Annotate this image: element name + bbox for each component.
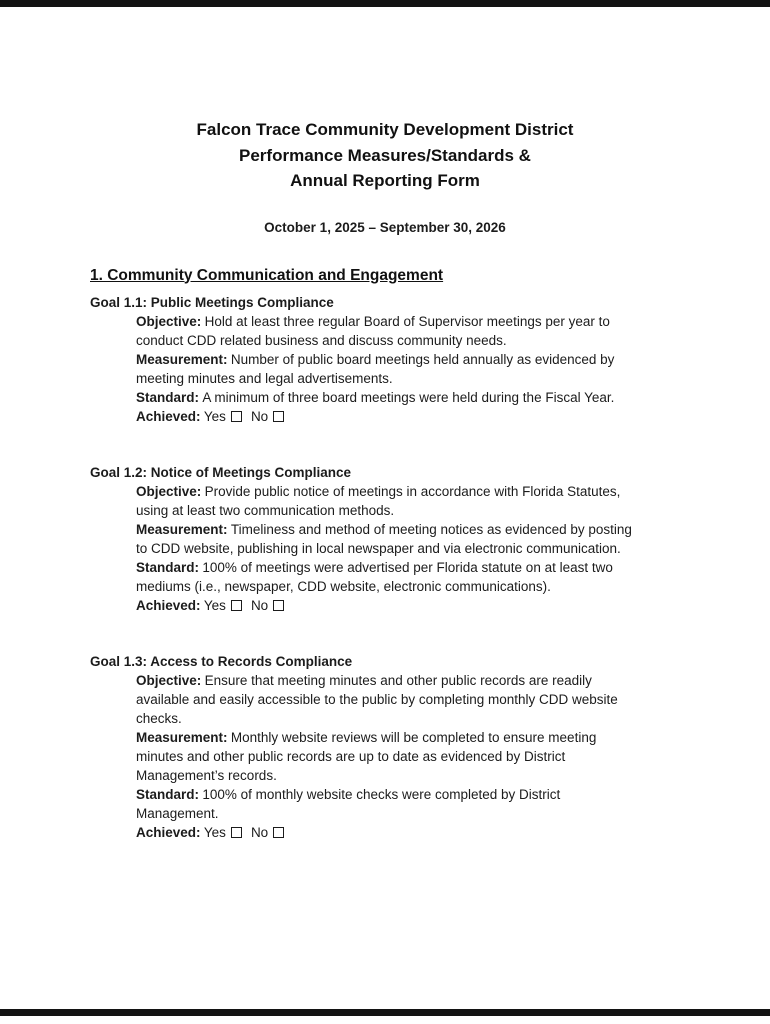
goal-title: Goal 1.2: Notice of Meetings Compliance <box>90 464 352 480</box>
item-text: A minimum of three board meetings were held during the Fiscal Year. <box>202 389 615 405</box>
goal-items <box>90 671 646 842</box>
item-text: 100% of meetings were advertised per Florida statute on at least two mediums (i.e., newspaper, CDD website, electronic communications). <box>136 559 613 594</box>
yes-label: Yes <box>203 597 226 613</box>
goal-block-1-1 <box>90 293 680 426</box>
standard-item <box>136 785 646 823</box>
yes-label: Yes <box>203 824 226 840</box>
title-line-1: Falcon Trace Community Development District <box>196 120 574 139</box>
no-checkbox <box>273 827 284 838</box>
yes-checkbox <box>231 411 242 422</box>
objective-item <box>136 482 646 520</box>
achieved-line <box>136 407 646 426</box>
title-line-2: Performance Measures/Standards & <box>239 145 531 165</box>
no-label: No <box>250 408 269 424</box>
item-text: Provide public notice of meetings in accordance with Florida Statutes, using at least two communication methods. <box>136 483 621 518</box>
yes-checkbox <box>231 600 242 611</box>
report-period: October 1, 2025 – September 30, 2026 <box>264 219 506 235</box>
yes-checkbox <box>231 827 242 838</box>
no-label: No <box>250 824 269 840</box>
goal-items <box>90 312 646 426</box>
item-label: Measurement: <box>136 521 228 537</box>
title-line-3: Annual Reporting Form <box>290 171 480 190</box>
item-text: 100% of monthly website checks were completed by District Management. <box>136 786 561 821</box>
objective-item <box>136 312 646 350</box>
measurement-item <box>136 350 646 388</box>
no-checkbox <box>273 600 284 611</box>
no-checkbox <box>273 411 284 422</box>
page-top-edge <box>0 0 770 7</box>
achieved-line <box>136 823 646 842</box>
achieved-label: Achieved: <box>136 824 201 840</box>
item-label: Standard: <box>136 389 200 405</box>
achieved-label: Achieved: <box>136 408 201 424</box>
item-label: Objective: <box>136 483 202 499</box>
item-label: Measurement: <box>136 729 228 745</box>
objective-item <box>136 671 646 728</box>
page-bottom-edge <box>0 1009 770 1016</box>
achieved-label: Achieved: <box>136 597 201 613</box>
goal-items <box>90 482 646 615</box>
measurement-item <box>136 520 646 558</box>
item-label: Objective: <box>136 672 202 688</box>
item-text: Number of public board meetings held annually as evidenced by meeting minutes and legal advertisements. <box>136 351 615 386</box>
goal-title: Goal 1.3: Access to Records Compliance <box>90 653 353 669</box>
item-label: Standard: <box>136 559 200 575</box>
goal-title: Goal 1.1: Public Meetings Compliance <box>90 294 334 310</box>
item-label: Measurement: <box>136 351 228 367</box>
section-heading: 1. Community Communication and Engagement <box>90 266 444 284</box>
no-label: No <box>250 597 269 613</box>
goal-block-1-2 <box>90 463 680 615</box>
standard-item <box>136 388 646 407</box>
item-label: Objective: <box>136 313 202 329</box>
item-label: Standard: <box>136 786 200 802</box>
item-text: Monthly website reviews will be completed to ensure meeting minutes and other public records are up to date as evidenced by District Management’s records. <box>136 729 597 783</box>
item-text: Ensure that meeting minutes and other public records are readily available and easily accessible to the public by completing monthly CDD website checks. <box>136 672 618 726</box>
item-text: Hold at least three regular Board of Supervisor meetings per year to conduct CDD related business and discuss community needs. <box>136 313 610 348</box>
document-title <box>90 117 680 194</box>
measurement-item <box>136 728 646 785</box>
standard-item <box>136 558 646 596</box>
item-text: Timeliness and method of meeting notices as evidenced by posting to CDD website, publishing in local newspaper and via electronic communication. <box>136 521 632 556</box>
achieved-line <box>136 596 646 615</box>
yes-label: Yes <box>203 408 226 424</box>
goal-block-1-3 <box>90 652 680 842</box>
